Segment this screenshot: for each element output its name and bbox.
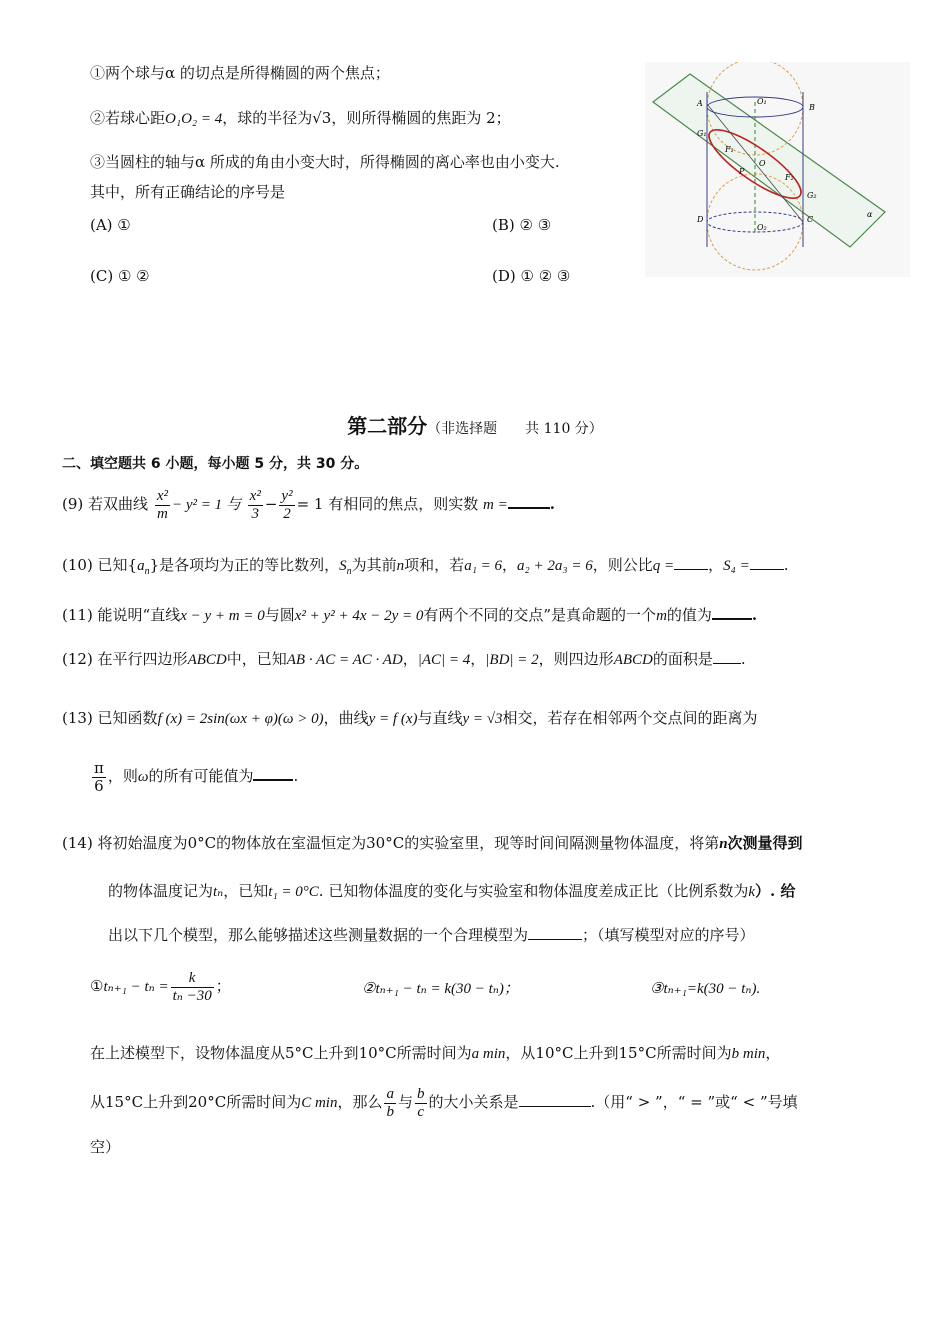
question-14-line-2: [108, 882, 795, 903]
statement-3: ③当圆柱的轴与α 所成的角由小变大时，所得椭圆的离心率也由小变大.: [90, 153, 560, 171]
q14-m1-num: k: [171, 970, 214, 988]
cylinder-plane-figure: [645, 62, 910, 277]
q9-eq1: − y² = 1 与: [171, 497, 241, 513]
question-prompt: 其中，所有正确结论的序号是: [90, 183, 286, 201]
q13-text-3: 与直线: [417, 709, 463, 727]
q9-tail: = 1 有相同的焦点，则实数: [296, 495, 479, 513]
q10-answer-blank-2[interactable]: [750, 569, 784, 570]
q9-f1-num: x²: [156, 488, 168, 504]
statement-2-sqrt: √3: [312, 109, 332, 127]
q14-answer-blank-1[interactable]: [528, 939, 582, 940]
statement-2-math: O₁O₂ = 4: [165, 111, 223, 127]
statement-1: ①两个球与α 的切点是所得椭圆的两个焦点；: [90, 64, 390, 82]
q12-end: .: [740, 650, 746, 668]
label-f1: F₁: [725, 145, 734, 154]
q10-cond-1: a₁ = 6: [464, 558, 503, 574]
q13-text-4: 相交，若存在相邻两个交点间的距离为: [502, 709, 758, 727]
q10-text: (10) 已知{: [62, 556, 138, 574]
q14-p1d: ，从: [505, 1044, 536, 1062]
q9-f2-num: x²: [249, 488, 261, 504]
label-c: C: [807, 215, 814, 224]
q10-text-4: 项和，若: [404, 556, 465, 574]
question-14-para-1: [90, 1044, 780, 1065]
q14-c10: 10°C: [358, 1044, 397, 1062]
label-alpha: α: [867, 210, 873, 219]
q14-p2d: ，那么: [337, 1093, 383, 1111]
label-f2: F₂: [785, 173, 794, 182]
q14-text-1b: 的物体放在室温恒定为: [216, 834, 367, 852]
label-p: P: [739, 167, 745, 176]
q14-t1: t₁ = 0°C: [268, 884, 319, 900]
q14-p2g: .（用“ > ”，“ = ”或“ < ”号填: [590, 1093, 798, 1111]
q13-frac-num: π: [94, 759, 104, 777]
q14-c20: 20°C: [188, 1093, 227, 1111]
q12-text-6: 的面积是: [652, 650, 713, 668]
question-13-cont: [90, 760, 298, 794]
q12-bd: |BD| = 2: [485, 652, 539, 668]
q13-omega: ω: [137, 769, 149, 785]
q10-n: n: [396, 558, 405, 574]
q10-text-6: ，则公比: [592, 556, 653, 574]
q14-tn: tₙ: [213, 884, 224, 900]
statement-2-end: ，则所得椭圆的焦距为 2；: [331, 109, 511, 127]
question-11: [62, 606, 757, 627]
label-o2: O₂: [757, 223, 767, 232]
q10-sn: S: [339, 558, 347, 574]
q9-f3-num: y²: [281, 488, 293, 504]
q11-text-4: 的值为: [666, 606, 712, 624]
label-o1: O₁: [757, 97, 767, 106]
q9-minus: −: [264, 495, 278, 513]
label-b: B: [809, 103, 815, 112]
statement-2-text: ②若球心距: [90, 109, 166, 127]
question-9: [62, 488, 555, 522]
q13-answer-blank[interactable]: [253, 779, 293, 781]
q9-text: 若双曲线: [88, 495, 149, 513]
q14-text-3b: ；（填写模型对应的序号）: [582, 926, 755, 944]
q14-text-1d: 次测量得到: [727, 834, 803, 852]
q10-comma: ，: [502, 556, 518, 574]
q10-text-3: 为其前: [351, 556, 397, 574]
statement-2: [90, 109, 511, 130]
q14-k: k: [748, 884, 756, 900]
label-a: A: [697, 99, 703, 108]
q9-number: (9): [62, 495, 84, 513]
q9-answer-blank[interactable]: [508, 507, 550, 509]
q14-temp-0: 0°C: [187, 834, 217, 852]
q9-m: m =: [483, 497, 508, 513]
q11-text-3: 有两个不同的交点”是真命题的一个: [423, 606, 657, 624]
option-d[interactable]: (D) ① ② ③: [492, 267, 571, 285]
q14-p1g: ，: [765, 1044, 781, 1062]
q14-text-3a: 出以下几个模型，那么能够描述这些测量数据的一个合理模型为: [108, 926, 529, 944]
q10-an: a: [137, 558, 145, 574]
q13-y-sqrt3: y = √3: [462, 711, 503, 727]
q11-end: .: [751, 606, 758, 624]
q12-abcd-2: ABCD: [613, 652, 653, 668]
label-g1: G₁: [697, 129, 707, 138]
option-c[interactable]: (C) ① ②: [90, 267, 150, 285]
q14-model-2: ②tₙ₊₁ − tₙ = k(30 − tₙ)；: [362, 981, 519, 997]
q13-text-6: 的所有可能值为: [148, 767, 254, 785]
q10-text-2: }是各项均为正的等比数列，: [149, 556, 340, 574]
q14-p1a: 在上述模型下，设物体温度从: [90, 1044, 286, 1062]
q9-fraction-2: [248, 488, 263, 522]
q14-model-1-end: ；: [215, 977, 231, 995]
q13-frac-den: 6: [94, 776, 104, 795]
q14-p1f: 所需时间为: [656, 1044, 732, 1062]
q10-cond-2: a₂ + 2a₃ = 6: [517, 558, 593, 574]
q12-comma-2: ，: [470, 650, 486, 668]
q14-fb-num: b: [417, 1086, 425, 1102]
q14-c15b: 15°C: [105, 1093, 144, 1111]
q14-p1b: 上升到: [313, 1044, 359, 1062]
question-14-line-3: [108, 926, 755, 946]
q13-fx: f (x) = 2sin(ωx + φ)(ω > 0): [157, 711, 324, 727]
q14-text-1a: (14) 将初始温度为: [62, 834, 188, 852]
q12-text-2: 中，已知: [226, 650, 287, 668]
q14-c5: 5°C: [285, 1044, 314, 1062]
q10-q: q =: [652, 558, 675, 574]
option-b[interactable]: (B) ② ③: [492, 216, 552, 234]
q14-text-2b: ，已知: [223, 882, 269, 900]
q12-answer-blank[interactable]: [713, 663, 741, 664]
q10-answer-blank-1[interactable]: [674, 569, 708, 570]
q13-end: .: [293, 767, 299, 785]
q13-fraction: [92, 760, 106, 794]
q9-fraction-3: [279, 488, 294, 522]
section-2-title: [0, 410, 950, 439]
q14-fa-den: b: [386, 1103, 394, 1120]
q14-p2b: 上升到: [143, 1093, 189, 1111]
q14-c10b: 10°C: [535, 1044, 574, 1062]
q9-f1-den: m: [156, 505, 168, 522]
q12-comma: ，: [402, 650, 418, 668]
q11-text: (11) 能说明“直线: [62, 606, 181, 624]
q14-temp-30: 30°C: [366, 834, 405, 852]
q12-text-5: ，则四边形: [538, 650, 614, 668]
q14-fb-den: c: [417, 1103, 425, 1120]
label-d: D: [697, 215, 704, 224]
question-14-para-3: 空）: [90, 1138, 121, 1156]
q9-end: .: [549, 495, 555, 513]
question-13: [62, 709, 758, 730]
question-14-line-1: [62, 834, 803, 855]
q14-p2a: 从: [90, 1093, 106, 1111]
q14-text-2c: . 已知物体温度的变化与实验室和物体温度差成正比（比例系数为: [318, 882, 749, 900]
label-o: O: [759, 159, 766, 168]
q10-end: .: [783, 556, 789, 574]
q14-p2c: 所需时间为: [226, 1093, 302, 1111]
q14-p1e: 上升到: [573, 1044, 619, 1062]
q14-cmin: C min: [301, 1095, 338, 1111]
q10-comma-2: ，: [708, 556, 724, 574]
q12-abcd: ABCD: [187, 652, 227, 668]
q14-model-1: [90, 970, 231, 1004]
q14-text-1c: 的实验室里，现等时间间隔测量物体温度，将第: [404, 834, 720, 852]
q14-text-2a: 的物体温度记为: [108, 882, 214, 900]
label-g2: G₂: [807, 191, 817, 200]
q14-model-1-lhs: tₙ₊₁ − tₙ =: [103, 979, 169, 995]
q11-circle-eq: x² + y² + 4x − 2y = 0: [294, 608, 424, 624]
question-12: [62, 650, 746, 671]
q14-amin: a min: [471, 1046, 506, 1062]
q14-n: n: [719, 836, 728, 852]
q14-fraction-bc: [415, 1086, 427, 1120]
section-2-subtitle: （非选择题 共 110 分）: [427, 421, 603, 437]
q11-text-2: 与圆: [264, 606, 295, 624]
q13-text: (13) 已知函数: [62, 709, 158, 727]
q14-model-3: ③tₙ₊₁=k(30 − tₙ).: [650, 981, 761, 997]
q14-model-1-marker: ①: [90, 977, 104, 995]
q14-answer-blank-2[interactable]: [519, 1106, 591, 1107]
q14-bmin: b min: [731, 1046, 766, 1062]
option-a[interactable]: (A) ①: [90, 216, 131, 234]
q14-m1-den: tₙ −30: [172, 987, 212, 1004]
q14-p2f: 的大小关系是: [428, 1093, 519, 1111]
q11-line-eq: x − y + m = 0: [180, 608, 265, 624]
q9-f2-den: 3: [251, 505, 259, 522]
q13-text-5: ，则: [107, 767, 138, 785]
section-2-heading: 二、填空题共 6 小题，每小题 5 分，共 30 分。: [62, 456, 369, 472]
q11-answer-blank[interactable]: [712, 618, 752, 620]
q14-p1c: 所需时间为: [396, 1044, 472, 1062]
q14-p2e: 与: [397, 1093, 413, 1111]
section-2-title-main: 第二部分: [347, 414, 428, 438]
q11-m: m: [656, 608, 667, 624]
q10-s4: S₄ =: [723, 558, 750, 574]
q14-model-1-fraction: [171, 970, 214, 1004]
question-10: (10) 已知$\{a_n\}$是各项均为正的等比数列，$S_n$为其前n项和，若a₁ = 6，a₂ + 2a₃ = 6，则公比q = ，S₄ = .: [62, 556, 789, 577]
q12-ac: |AC| = 4: [417, 652, 471, 668]
q14-fraction-ab: [384, 1086, 396, 1120]
q9-f3-den: 2: [283, 505, 291, 522]
statement-2-mid: ，球的半径为: [222, 109, 313, 127]
question-14-para-2: [90, 1086, 798, 1120]
q14-text-2d: ）. 给: [755, 882, 796, 900]
q9-fraction-1: [155, 488, 170, 522]
q14-c15: 15°C: [618, 1044, 657, 1062]
q13-yf: y = f (x): [368, 711, 418, 727]
q12-text: (12) 在平行四边形: [62, 650, 188, 668]
q12-cond: AB · AC = AC · AD: [286, 652, 403, 668]
q14-fa-num: a: [386, 1086, 394, 1102]
q13-text-2: ，曲线: [323, 709, 369, 727]
